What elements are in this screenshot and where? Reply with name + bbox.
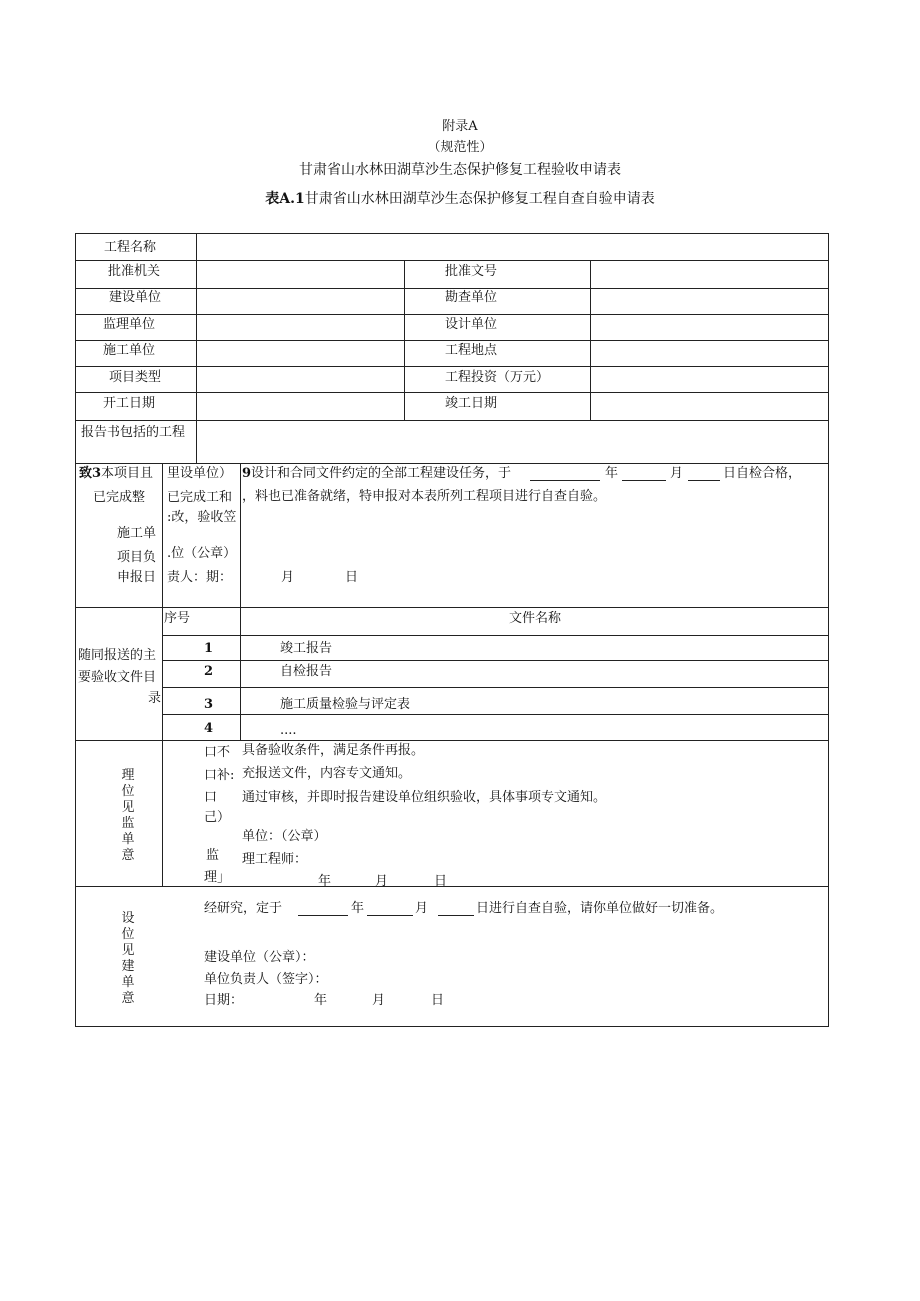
sup-option-1: 具备验收条件，满足条件再报。 <box>242 743 425 758</box>
app-col1-line1: 致3本项目且 <box>79 466 154 481</box>
con-date-label: 日期： <box>204 993 244 1008</box>
attach-label-line2: 要验收文件目 <box>78 670 157 685</box>
label-supervision-unit: 监理单位 <box>103 317 156 332</box>
app-col2-line3: :改，验收笠 <box>167 510 237 525</box>
label-project-name: 工程名称 <box>104 240 157 255</box>
sup-option-3: 通过审核，并即时报告建设单位组织验收，具体事项专文通知。 <box>242 790 607 805</box>
sup-unit-seal: 单位：（公章） <box>242 829 327 844</box>
label-approval-number: 批准文号 <box>445 264 498 279</box>
app-col2-line4: .位（公章） <box>167 546 237 561</box>
label-report-includes: 报告书包括的工程 <box>81 425 186 440</box>
app-col2-line1: 里设单位） <box>167 466 233 481</box>
label-investment: 工程投资（万元） <box>445 370 550 385</box>
sup-year: 年 <box>318 874 332 889</box>
application-table <box>75 233 829 1027</box>
app-col1-line4: 项目负 <box>117 550 157 565</box>
sup-month: 月 <box>375 874 389 889</box>
normative-label: （规范性） <box>427 140 493 155</box>
attach-col-name: 文件名称 <box>509 611 562 626</box>
document-title: 甘肃省山水林田湖草沙生态保护修复工程验收申请表 <box>299 162 621 178</box>
supervision-label: 理 位 见 监 单 意 <box>121 768 135 863</box>
app-month-blank <box>622 480 666 481</box>
app-col1-line5: 申报日 <box>117 570 157 585</box>
label-approval-authority: 批准机关 <box>108 264 161 279</box>
attach-seq-3: 3 <box>204 697 214 712</box>
attach-name-1: 竣工报告 <box>280 641 333 656</box>
con-date-day: 日 <box>431 993 445 1008</box>
attach-seq-1: 1 <box>204 641 214 656</box>
attach-label-line1: 随同报送的主 <box>78 648 157 663</box>
attach-seq-2: 2 <box>204 664 214 679</box>
con-responsible: 单位负责人（签字）： <box>204 972 328 987</box>
app-date-day: 日 <box>345 570 359 585</box>
attach-seq-4: 4 <box>204 721 214 736</box>
app-year: 年 <box>605 466 619 481</box>
app-main-line2: ，料也已准备就绪，特申报对本表所列工程项目进行自查自验。 <box>242 489 607 504</box>
label-builder-unit: 施工单位 <box>103 343 156 358</box>
sup-option-2: 充报送文件，内容专文通知。 <box>242 766 412 781</box>
sup-col-line3: 口 <box>204 790 218 805</box>
sup-col-line6: 理」 <box>204 870 231 885</box>
con-year-blank <box>298 915 348 916</box>
app-col2-line5: 责人：期： <box>167 570 233 585</box>
label-survey-unit: 勘查单位 <box>445 290 498 305</box>
label-project-type: 项目类型 <box>109 370 162 385</box>
appendix-label: 附录A <box>442 119 478 134</box>
construction-label: 设 位 见 建 单 意 <box>121 911 135 1006</box>
sup-col-line2: 口补: <box>204 768 235 783</box>
app-day-blank <box>688 480 720 481</box>
label-start-date: 开工日期 <box>103 396 156 411</box>
label-completion-date: 竣工日期 <box>445 396 498 411</box>
con-year: 年 <box>351 901 365 916</box>
app-self-check: 日自检合格， <box>723 466 802 481</box>
con-date-month: 月 <box>372 993 386 1008</box>
label-project-location: 工程地点 <box>445 343 498 358</box>
sup-day: 日 <box>434 874 448 889</box>
con-unit-seal: 建设单位（公章）： <box>204 950 315 965</box>
con-date-year: 年 <box>314 993 328 1008</box>
app-month: 月 <box>670 466 684 481</box>
app-main-line1: 9设计和合同文件约定的全部工程建设任务，于 <box>242 466 512 481</box>
con-month: 月 <box>415 901 429 916</box>
app-date-month: 月 <box>281 570 295 585</box>
app-col2-line2: 已完成工和 <box>167 490 233 505</box>
app-year-blank <box>530 480 600 481</box>
con-day-blank <box>438 915 474 916</box>
attach-label-line3: 录 <box>148 691 162 706</box>
app-col1-line2: 已完成整 <box>93 490 146 505</box>
sup-col-line1: 口不 <box>204 745 231 760</box>
table-title: 表A.1甘肃省山水林田湖草沙生态保护修复工程自查自验申请表 <box>265 191 655 207</box>
attach-name-3: 施工质量检验与评定表 <box>280 697 411 712</box>
attach-name-2: 自检报告 <box>280 664 333 679</box>
con-text-a: 经研究，定于 <box>204 901 283 916</box>
con-text-b: 日进行自查自验，请你单位做好一切准备。 <box>476 901 724 916</box>
sup-engineer: 理工程师： <box>242 852 308 867</box>
attach-col-seq: 序号 <box>164 611 191 626</box>
con-month-blank <box>367 915 413 916</box>
label-construction-unit: 建设单位 <box>109 290 162 305</box>
app-col1-line3: 施工单 <box>117 526 157 541</box>
sup-col-line5: 监 <box>206 848 220 863</box>
label-design-unit: 设计单位 <box>445 317 498 332</box>
attach-name-4: .... <box>280 723 297 738</box>
sup-col-line4: 己） <box>204 810 231 825</box>
